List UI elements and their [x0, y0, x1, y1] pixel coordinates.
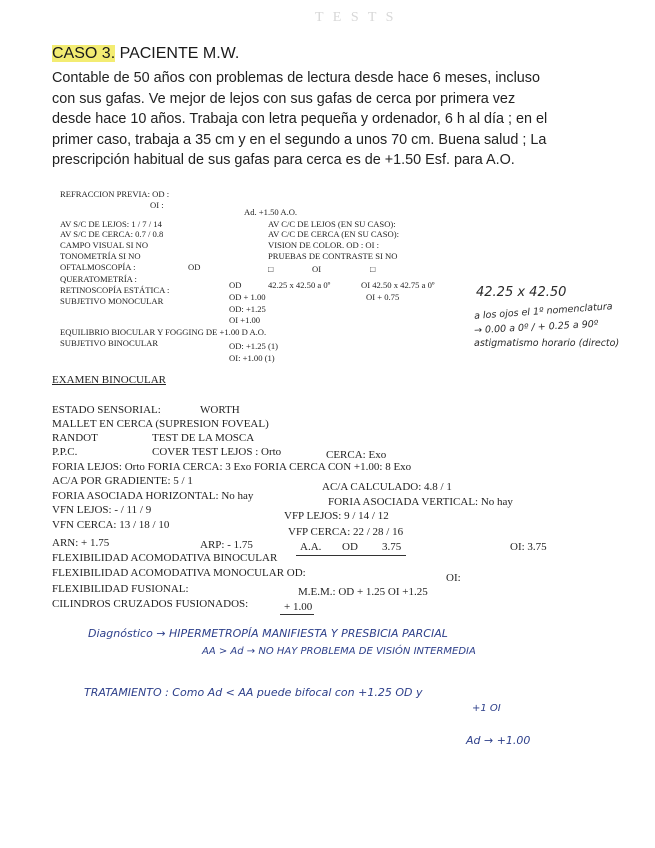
- cilindros-cruzados: CILINDROS CRUZADOS FUSIONADOS:: [52, 598, 249, 610]
- oftalmoscopia-od: OD: [188, 262, 201, 272]
- randot: RANDOT: [52, 432, 98, 444]
- tratamiento-line-1: TRATAMIENTO : Como Ad < AA puede bifocal con +1.25 OD y: [84, 686, 423, 699]
- subjetivo-bino-od: OD: +1.25 (1): [229, 341, 279, 351]
- tratamiento-line-2: +1 OI: [472, 703, 501, 714]
- margin-note-4: astigmatismo horario (directo): [474, 338, 620, 349]
- av-cc-lejos: AV C/C DE LEJOS (EN SU CASO):: [268, 219, 396, 229]
- refraccion-previa: REFRACCION PREVIA: OD :: [60, 189, 170, 199]
- oftalmoscopia-box-od: □: [268, 264, 274, 274]
- subjetivo-od: OD: +1.25: [229, 304, 266, 314]
- av-cc-cerca: AV C/C DE CERCA (EN SU CASO):: [268, 229, 399, 239]
- aca-gradiente: AC/A POR GRADIENTE: 5 / 1: [52, 475, 193, 487]
- subjetivo-oi: OI +1.00: [229, 315, 261, 325]
- case-description: Contable de 50 años con problemas de lectura desde hace 6 meses, incluso con sus gafas. Ve mejor de lejos con sus gafas de cerca por primera vez desde hace 10 años. Trabaja con letra pequeña y ordenador, 6 h al día ; en el primer caso, trabaja a 35 cm y en el segundo a unos 70 cm. Buena salud ; La prescripción habitual de sus gafas para cerca es de +1.50 Esf. para A.O.: [52, 70, 548, 168]
- aa-label: A.A.: [300, 541, 322, 553]
- tratamiento-line-3: Ad → +1.00: [466, 734, 531, 747]
- cover-test-lejos: COVER TEST LEJOS : Orto: [152, 446, 282, 458]
- queratometria: QUERATOMETRÍA :: [60, 274, 137, 284]
- case-title: [52, 45, 239, 63]
- oftalmoscopia-box-oi: □: [370, 264, 376, 274]
- cover-test-cerca: CERCA: Exo: [326, 449, 387, 461]
- cilindros-value: + 1.00: [284, 601, 313, 613]
- queratometria-od-value: 42.25 x 42.50 a 0º: [268, 280, 331, 290]
- mem: M.E.M.: OD + 1.25 OI +1.25: [298, 586, 428, 598]
- diagnostico-line-2: AA > Ad → NO HAY PROBLEMA DE VISIÓN INTERMEDIA: [202, 646, 476, 657]
- flex-monocular-oi: OI:: [446, 572, 461, 584]
- campo-visual: CAMPO VISUAL SI NO: [60, 240, 149, 250]
- aa-oi: OI: 3.75: [510, 541, 547, 553]
- vision-color: VISION DE COLOR. OD : OI :: [268, 240, 379, 250]
- arp: ARP: - 1.75: [200, 539, 253, 551]
- foria-line: FORIA LEJOS: Orto FORIA CERCA: 3 Exo FORIA CERCA CON +1.00: 8 Exo: [52, 461, 412, 473]
- subjetivo-binocular: SUBJETIVO BINOCULAR: [60, 338, 159, 348]
- subjetivo-monocular: SUBJETIVO MONOCULAR: [60, 296, 164, 306]
- equilibrio-biocular: EQUILIBRIO BIOCULAR Y FOGGING DE +1.00 D A.O.: [60, 327, 267, 337]
- mallet: MALLET EN CERCA (SUPRESION FOVEAL): [52, 418, 269, 430]
- queratometria-od: OD: [229, 280, 242, 290]
- test-mosca: TEST DE LA MOSCA: [152, 432, 255, 444]
- flex-monocular: FLEXIBILIDAD ACOMODATIVA MONOCULAR OD:: [52, 567, 306, 579]
- refraccion-oi: OI :: [150, 200, 164, 210]
- faint-header: T E S T S: [315, 10, 397, 25]
- case-label: CASO 3.: [52, 45, 116, 62]
- vfp-cerca: VFP CERCA: 22 / 28 / 16: [288, 526, 404, 538]
- aa-od-value: 3.75: [382, 541, 402, 553]
- add-value: Ad. +1.50 A.O.: [244, 207, 298, 217]
- oftalmoscopia: OFTALMOSCOPÍA :: [60, 262, 136, 272]
- aa-od-label: OD: [342, 541, 358, 553]
- diagnostico-line-1: Diagnóstico → HIPERMETROPÍA MANIFIESTA Y PRESBICIA PARCIAL: [88, 627, 448, 640]
- vfn-lejos: VFN LEJOS: - / 11 / 9: [52, 504, 152, 516]
- margin-note-1: 42.25 x 42.50: [476, 285, 567, 300]
- foria-horizontal: FORIA ASOCIADA HORIZONTAL: No hay: [52, 490, 254, 502]
- aca-calculado: AC/A CALCULADO: 4.8 / 1: [322, 481, 452, 493]
- retinoscopia: RETINOSCOPÍA ESTÁTICA :: [60, 285, 170, 295]
- retinoscopia-od: OD + 1.00: [229, 292, 266, 302]
- vfp-lejos: VFP LEJOS: 9 / 14 / 12: [284, 510, 389, 522]
- estado-sensorial: ESTADO SENSORIAL:: [52, 404, 161, 416]
- vfn-cerca: VFN CERCA: 13 / 18 / 10: [52, 519, 170, 531]
- pruebas-contraste: PRUEBAS DE CONTRASTE SI NO: [268, 251, 398, 261]
- av-sc-lejos: AV S/C DE LEJOS: 1 / 7 / 14: [60, 219, 162, 229]
- margin-note-3: → 0.00 a 0º / + 0.25 a 90º: [473, 318, 599, 337]
- foria-vertical: FORIA ASOCIADA VERTICAL: No hay: [328, 496, 513, 508]
- flex-binocular: FLEXIBILIDAD ACOMODATIVA BINOCULAR: [52, 552, 278, 564]
- case-patient: PACIENTE M.W.: [115, 45, 240, 62]
- retinoscopia-oi: OI + 0.75: [366, 292, 400, 302]
- ppc: P.P.C.: [52, 446, 78, 458]
- tonometria: TONOMETRÍA SI NO: [60, 251, 141, 261]
- binocular-heading: EXAMEN BINOCULAR: [52, 374, 166, 386]
- margin-note-2: a los ojos el 1º nomenclatura: [473, 301, 613, 322]
- oftalmoscopia-oi: OI: [312, 264, 322, 274]
- queratometria-oi-value: OI 42.50 x 42.75 a 0º: [361, 280, 435, 290]
- worth: WORTH: [200, 404, 240, 416]
- arn: ARN: + 1.75: [52, 537, 110, 549]
- av-sc-cerca: AV S/C DE CERCA: 0.7 / 0.8: [60, 229, 164, 239]
- subjetivo-bino-oi: OI: +1.00 (1): [229, 353, 275, 363]
- flex-fusional: FLEXIBILIDAD FUSIONAL:: [52, 583, 189, 595]
